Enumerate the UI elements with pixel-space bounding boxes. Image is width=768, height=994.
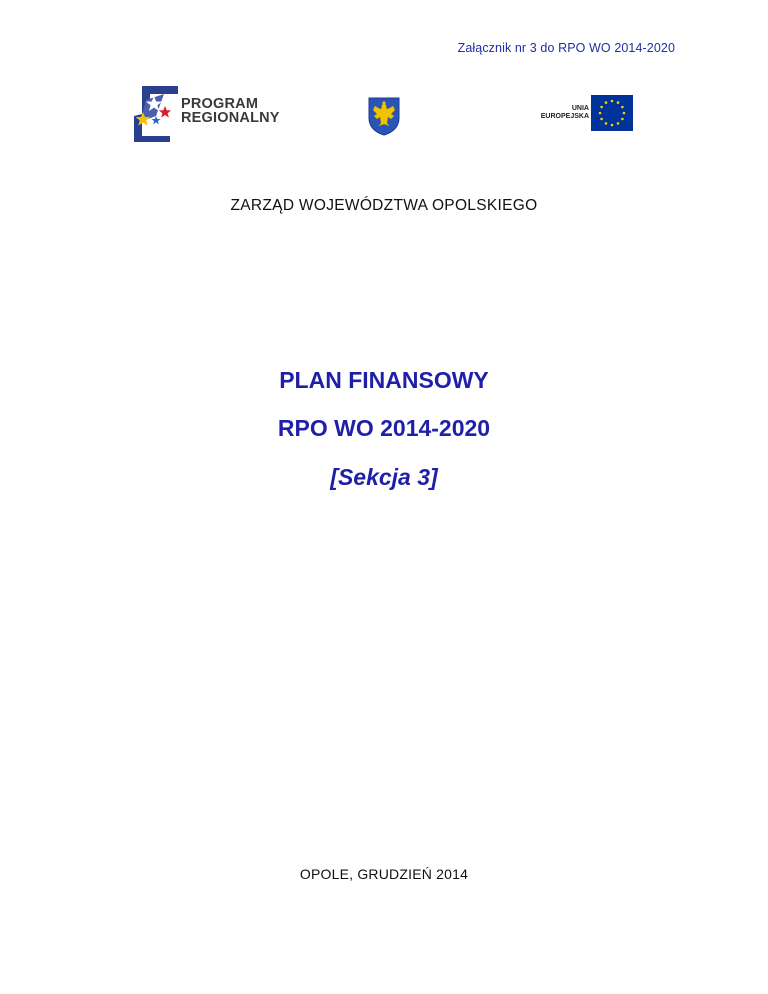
authority-heading: ZARZĄD WOJEWÓDZTWA OPOLSKIEGO (230, 197, 538, 214)
opolskie-coat-of-arms-icon (367, 96, 401, 136)
program-regionalny-text (181, 97, 280, 125)
program-regionalny-logo (134, 86, 294, 142)
eu-logo (519, 95, 633, 131)
coat-of-arms-logo (367, 96, 401, 136)
logo-bar (0, 0, 768, 160)
eu-flag-icon (591, 95, 633, 131)
program-regionalny-line1: PROGRAM (181, 96, 259, 112)
eu-text (541, 105, 589, 121)
program-regionalny-icon (134, 86, 180, 142)
annex-label: Załącznik nr 3 do RPO WO 2014-2020 (457, 41, 675, 55)
eu-line1: UNIA (571, 105, 589, 112)
program-regionalny-line2: REGIONALNY (181, 110, 280, 126)
section-label: [Sekcja 3] (330, 464, 438, 490)
document-title-line2: RPO WO 2014-2020 (277, 415, 491, 441)
eu-line2: EUROPEJSKA (540, 113, 589, 120)
document-title-line1: PLAN FINANSOWY (279, 367, 489, 393)
place-date-footer: OPOLE, GRUDZIEŃ 2014 (299, 866, 469, 882)
